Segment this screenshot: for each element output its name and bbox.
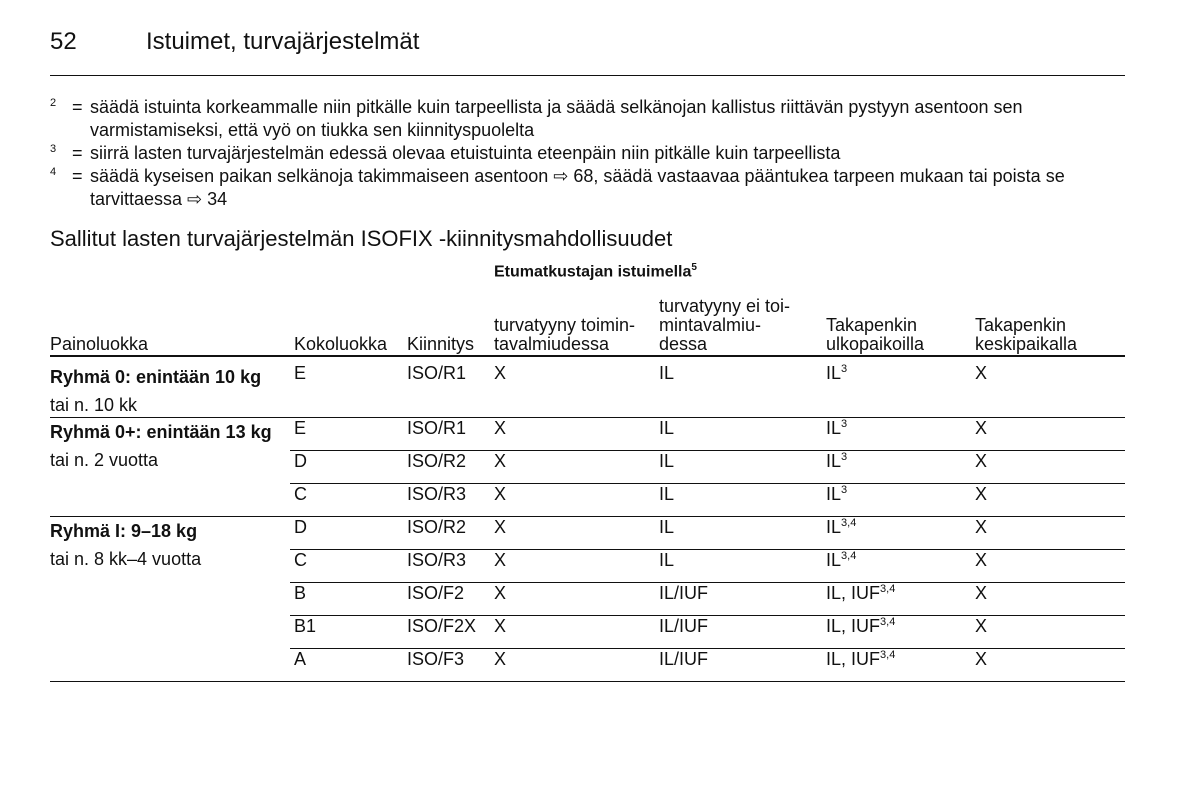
rear-outer-cell bbox=[826, 484, 847, 505]
rear-outer-value: IL bbox=[826, 517, 842, 537]
kiinnitys-cell: ISO/R3 bbox=[407, 550, 467, 570]
rear-outer-footnote: 3,4 bbox=[880, 583, 896, 595]
rear-outer-value: IL, IUF bbox=[826, 649, 881, 669]
column-header-label: Kiinnitys bbox=[407, 334, 475, 354]
weight-group-label bbox=[50, 363, 261, 419]
footnote bbox=[50, 142, 1130, 165]
airbag-off-cell: IL bbox=[659, 484, 675, 504]
rear-outer-footnote: 3 bbox=[841, 363, 848, 375]
rear-outer-value: IL, IUF bbox=[826, 616, 881, 636]
rear-center-cell: X bbox=[975, 451, 988, 471]
airbag-off-cell: IL/IUF bbox=[659, 649, 709, 669]
rear-outer-value: IL bbox=[826, 363, 842, 383]
footnote-number: 3 bbox=[50, 143, 57, 155]
page-header bbox=[50, 22, 1125, 76]
airbag-on-cell: X bbox=[494, 583, 507, 603]
column-header-label: Kokoluokka bbox=[294, 334, 388, 354]
rear-outer-value: IL, IUF bbox=[826, 583, 881, 603]
rear-outer-cell bbox=[826, 649, 895, 670]
rear-outer-footnote: 3,4 bbox=[880, 649, 896, 661]
kiinnitys-cell: ISO/F3 bbox=[407, 649, 465, 669]
rear-outer-cell bbox=[826, 616, 895, 637]
kiinnitys-cell: ISO/R1 bbox=[407, 363, 467, 383]
rear-outer-value: IL bbox=[826, 484, 842, 504]
footnote-text: säädä kyseisen paikan selkänoja takimmaiseen asentoon ⇨ 68, säädä vastaavaa pääntukea tarpeen mukaan tai poista se tarvittaessa ⇨ 34 bbox=[90, 166, 1065, 209]
footnote-number: 2 bbox=[50, 97, 57, 109]
kokoluokka-cell: D bbox=[294, 517, 307, 537]
kokoluokka-cell: E bbox=[294, 418, 307, 438]
column-header-label: Painoluokka bbox=[50, 334, 149, 354]
weight-group-name: Ryhmä 0: enintään 10 kg bbox=[50, 367, 262, 387]
airbag-on-cell: X bbox=[494, 484, 507, 504]
rear-outer-footnote: 3,4 bbox=[841, 550, 857, 562]
rear-center-cell: X bbox=[975, 363, 988, 383]
rear-outer-footnote: 3 bbox=[841, 484, 848, 496]
column-header-label: turvatyyny ei toi- mintavalmiu- dessa bbox=[659, 296, 791, 354]
rear-outer-cell bbox=[826, 517, 856, 538]
rear-center-cell: X bbox=[975, 550, 988, 570]
airbag-off-cell: IL bbox=[659, 418, 675, 438]
airbag-on-cell: X bbox=[494, 517, 507, 537]
rear-center-cell: X bbox=[975, 616, 988, 636]
rear-outer-cell bbox=[826, 418, 847, 439]
kiinnitys-cell: ISO/R2 bbox=[407, 517, 467, 537]
rear-center-cell: X bbox=[975, 649, 988, 669]
rear-outer-footnote: 3,4 bbox=[841, 517, 857, 529]
footnote-equals: = bbox=[72, 97, 83, 117]
page-number: 52 bbox=[50, 28, 77, 55]
kokoluokka-cell: E bbox=[294, 363, 307, 383]
rear-outer-value: IL bbox=[826, 418, 842, 438]
footnote-number: 4 bbox=[50, 166, 57, 178]
page-title: Istuimet, turvajärjestelmät bbox=[146, 28, 420, 55]
weight-group-name: Ryhmä I: 9–18 kg bbox=[50, 521, 198, 541]
weight-group-age: tai n. 2 vuotta bbox=[50, 450, 159, 470]
footnote bbox=[50, 96, 1130, 142]
airbag-off-cell: IL bbox=[659, 363, 675, 383]
group-divider bbox=[50, 681, 1125, 682]
airbag-off-cell: IL/IUF bbox=[659, 616, 709, 636]
footnote-text: siirrä lasten turvajärjestelmän edessä olevaa etuistuinta eteenpäin niin pitkälle kuin tarpeellista bbox=[90, 143, 841, 163]
kokoluokka-cell: C bbox=[294, 550, 307, 570]
footnotes bbox=[50, 96, 1130, 211]
kokoluokka-cell: A bbox=[294, 649, 307, 669]
weight-group-age: tai n. 8 kk–4 vuotta bbox=[50, 549, 202, 569]
airbag-on-cell: X bbox=[494, 418, 507, 438]
column-header-label: Takapenkin keskipaikalla bbox=[975, 315, 1078, 354]
footnote-equals: = bbox=[72, 166, 83, 186]
kiinnitys-cell: ISO/F2X bbox=[407, 616, 477, 636]
header-rule-thick bbox=[50, 355, 1125, 357]
footnote-text: säädä istuinta korkeammalle niin pitkälle kuin tarpeellista ja säädä selkänojan kallistus riittävän pystyyn asentoon sen varmistamiseksi, että vyö on tiukka sen kiinnityspuolelta bbox=[90, 97, 1023, 140]
rear-outer-footnote: 3,4 bbox=[880, 616, 896, 628]
rear-center-cell: X bbox=[975, 517, 988, 537]
rear-outer-footnote: 3 bbox=[841, 418, 848, 430]
weight-group-name: Ryhmä 0+: enintään 13 kg bbox=[50, 422, 272, 442]
weight-group-label bbox=[50, 517, 201, 573]
rear-outer-cell bbox=[826, 583, 895, 604]
airbag-on-cell: X bbox=[494, 649, 507, 669]
kiinnitys-cell: ISO/R2 bbox=[407, 451, 467, 471]
kiinnitys-cell: ISO/R3 bbox=[407, 484, 467, 504]
airbag-off-cell: IL/IUF bbox=[659, 583, 709, 603]
rear-center-cell: X bbox=[975, 418, 988, 438]
kokoluokka-cell: B1 bbox=[294, 616, 317, 636]
rear-outer-value: IL bbox=[826, 550, 842, 570]
airbag-off-cell: IL bbox=[659, 451, 675, 471]
section-title: Sallitut lasten turvajärjestelmän ISOFIX -kiinnitysmahdollisuudet bbox=[50, 226, 673, 251]
rear-outer-footnote: 3 bbox=[841, 451, 848, 463]
weight-group-label bbox=[50, 418, 272, 474]
header-rule bbox=[50, 75, 1125, 76]
rear-outer-cell bbox=[826, 363, 847, 384]
rear-outer-value: IL bbox=[826, 451, 842, 471]
kokoluokka-cell: B bbox=[294, 583, 307, 603]
airbag-on-cell: X bbox=[494, 451, 507, 471]
airbag-off-cell: IL bbox=[659, 517, 675, 537]
rear-outer-cell bbox=[826, 550, 856, 571]
footnote bbox=[50, 165, 1130, 211]
kokoluokka-cell: D bbox=[294, 451, 307, 471]
kiinnitys-cell: ISO/R1 bbox=[407, 418, 467, 438]
group-divider bbox=[50, 516, 1125, 517]
kokoluokka-cell: C bbox=[294, 484, 307, 504]
weight-group-age: tai n. 10 kk bbox=[50, 395, 138, 415]
rear-outer-cell bbox=[826, 451, 847, 472]
footnote-equals: = bbox=[72, 143, 83, 163]
column-group-header: Etumatkustajan istuimella$^5$ bbox=[494, 262, 697, 281]
column-header-label: turvatyyny toimin- tavalmiudessa bbox=[494, 315, 636, 354]
column-header-label: Takapenkin ulkopaikoilla bbox=[826, 315, 925, 354]
airbag-on-cell: X bbox=[494, 550, 507, 570]
airbag-on-cell: X bbox=[494, 363, 507, 383]
rear-center-cell: X bbox=[975, 583, 988, 603]
airbag-on-cell: X bbox=[494, 616, 507, 636]
airbag-off-cell: IL bbox=[659, 550, 675, 570]
rear-center-cell: X bbox=[975, 484, 988, 504]
kiinnitys-cell: ISO/F2 bbox=[407, 583, 465, 603]
